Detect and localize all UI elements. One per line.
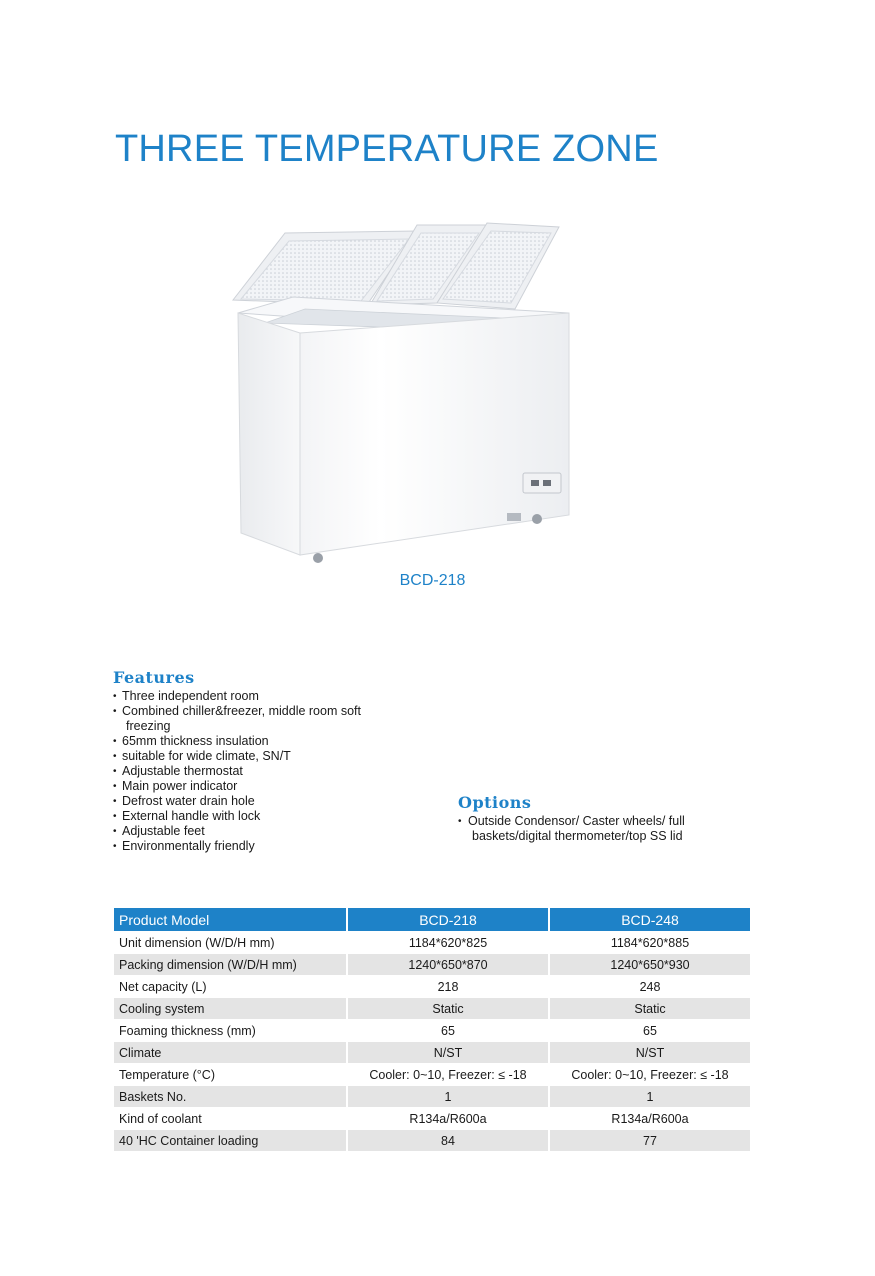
row-value: 65 [348,1020,548,1041]
row-value: 1184*620*825 [348,932,548,953]
row-value: N/ST [348,1042,548,1063]
row-value: 84 [348,1130,548,1151]
features-heading: Features [113,668,195,687]
product-caption: BCD-218 [399,572,466,589]
row-value: 77 [550,1130,750,1151]
table-row [114,1042,750,1063]
header-product-model: Product Model [114,908,346,931]
row-label: Net capacity (L) [114,976,346,997]
table-row [114,1086,750,1107]
row-label: Packing dimension (W/D/H mm) [114,954,346,975]
table-row [114,1108,750,1129]
table-row [114,998,750,1019]
feature-item: • suitable for wide climate, SN/T [113,749,383,764]
options-list [458,814,718,844]
row-label: Foaming thickness (mm) [114,1020,346,1041]
header-model-1: BCD-218 [348,908,548,931]
table-row [114,932,750,953]
chest-freezer-image [225,215,580,570]
page-title: THREE TEMPERATURE ZONE [115,128,659,170]
row-value: 218 [348,976,548,997]
row-value: Static [348,998,548,1019]
row-value: N/ST [550,1042,750,1063]
table-row [114,1130,750,1151]
option-item: • Outside Condensor/ Caster wheels/ full baskets/digital thermometer/top SS lid [458,814,718,844]
row-value: Cooler: 0~10, Freezer: ≤ -18 [550,1064,750,1085]
row-label: 40 'HC Container loading [114,1130,346,1151]
header-model-2: BCD-248 [550,908,750,931]
feature-item: • External handle with lock [113,809,383,824]
row-label: Kind of coolant [114,1108,346,1129]
table-row [114,1064,750,1085]
row-value: R134a/R600a [550,1108,750,1129]
spec-table [112,907,752,1152]
feature-item: • 65mm thickness insulation [113,734,383,749]
feature-item: • Adjustable thermostat [113,764,383,779]
table-row [114,1020,750,1041]
row-value: 1240*650*930 [550,954,750,975]
feature-item: • Three independent room [113,689,383,704]
row-value: 1184*620*885 [550,932,750,953]
row-label: Temperature (°C) [114,1064,346,1085]
table-header-row [114,908,750,931]
row-label: Baskets No. [114,1086,346,1107]
table-row [114,954,750,975]
features-list [113,689,383,854]
options-heading: Options [458,793,532,812]
feature-item: • Defrost water drain hole [113,794,383,809]
row-value: 65 [550,1020,750,1041]
row-value: 248 [550,976,750,997]
feature-item: • Combined chiller&freezer, middle room soft freezing [113,704,383,734]
table-row [114,976,750,997]
row-value: R134a/R600a [348,1108,548,1129]
row-value: Cooler: 0~10, Freezer: ≤ -18 [348,1064,548,1085]
feature-item: • Main power indicator [113,779,383,794]
row-value: 1 [348,1086,548,1107]
row-label: Cooling system [114,998,346,1019]
row-value: Static [550,998,750,1019]
row-value: 1 [550,1086,750,1107]
row-label: Unit dimension (W/D/H mm) [114,932,346,953]
feature-item: • Adjustable feet [113,824,383,839]
row-label: Climate [114,1042,346,1063]
feature-item: • Environmentally friendly [113,839,383,854]
row-value: 1240*650*870 [348,954,548,975]
